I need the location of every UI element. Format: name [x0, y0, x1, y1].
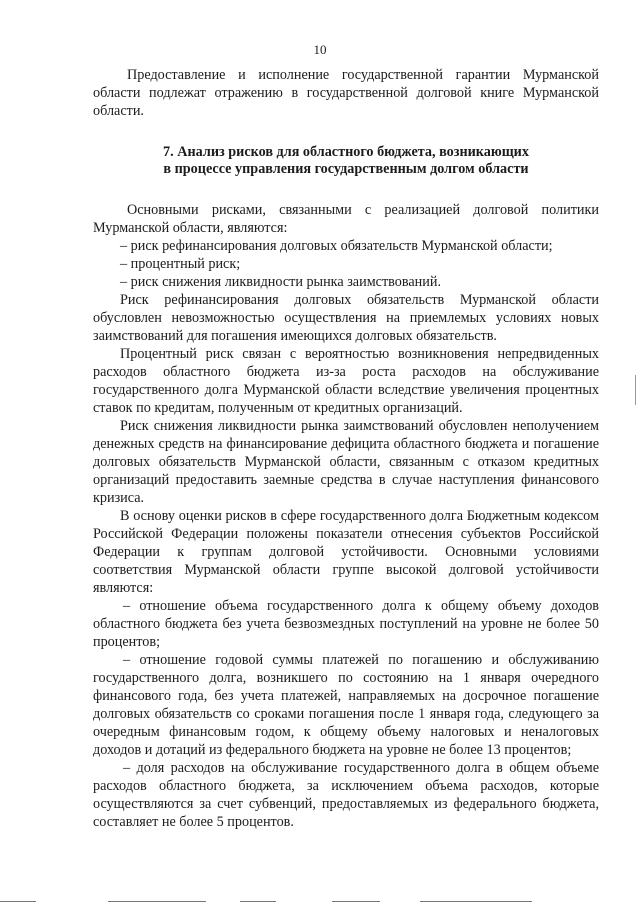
interest-risk-paragraph: Процентный риск связан с вероятностью возникновения непредвиденных расходов областного бюджета из-за роста расходов на обслуживание государственного долга Мурманской области вследствие увеличения процентных ставок по кредитам, полученным от кредитных организаций. — [93, 346, 599, 416]
main-risks-paragraph: Основными рисками, связанными с реализацией долговой политики Мурманской области, являются: — [93, 202, 599, 236]
condition-debt-service-share: – доля расходов на обслуживание государственного долга в общем объеме расходов областного бюджета, за исключением объема расходов, которые осуществляются за счет субвенций, предоставляемых из федерального бюджета, составляет не более 5 процентов. — [93, 760, 599, 830]
condition-debt-payments: – отношение годовой суммы платежей по погашению и обслуживанию государственного долга, возникшего по состоянию на 1 января очередного финансового года, без учета платежей, направляемых на досрочное погашение долговых обязательств со сроками погашения после 1 января года, следующего за очередным финансовым годом, к общему объему налоговых и неналоговых доходов и дотаций из федерального бюджета на уровне не более 13 процентов; — [93, 652, 599, 758]
intro-paragraph: Предоставление и исполнение государственной гарантии Мурманской области подлежат отражению в государственной долговой книге Мурманской области. — [93, 67, 599, 119]
risk-item-liquidity: – риск снижения ликвидности рынка заимствований. — [120, 274, 442, 290]
refinancing-risk-paragraph: Риск рефинансирования долговых обязательств Мурманской области обусловлен невозможностью осуществления на приемлемых условиях новых заимствований для погашения имеющихся долговых обязательств. — [93, 292, 599, 344]
page-number: 10 — [313, 42, 327, 57]
footer-rule — [0, 901, 36, 902]
footer-rule — [420, 901, 532, 902]
footer-rule — [332, 901, 380, 902]
section-heading-line-1: 7. Анализ рисков для областного бюджета, возникающих — [163, 144, 529, 160]
footer-rule — [240, 901, 276, 902]
footer-rule — [108, 901, 206, 902]
liquidity-risk-paragraph: Риск снижения ликвидности рынка заимствований обусловлен неполучением денежных средств на финансирование дефицита областного бюджета и погашение долговых обязательств Мурманской области, связанным с отказом кредитных организаций предоставить заемные средства в случае наступления финансового кризиса. — [93, 418, 599, 506]
condition-debt-to-revenue: – отношение объема государственного долга к общему объему доходов областного бюджета без учета безвозмездных поступлений на уровне не более 50 процентов; — [93, 598, 599, 650]
section-heading — [93, 144, 599, 178]
document-body — [93, 62, 599, 831]
risk-assessment-paragraph: В основу оценки рисков в сфере государственного долга Бюджетным кодексом Российской Федерации положены показатели отнесения субъектов Российской Федерации к группам долговой устойчивости. Основными условиями соответствия Мурманской области группе высокой долговой устойчивости являются: — [93, 508, 599, 596]
risk-item-interest: – процентный риск; — [120, 256, 241, 272]
section-heading-line-2: в процессе управления государственным долгом области — [163, 161, 529, 177]
scan-margin-mark — [635, 375, 636, 405]
risk-item-refinancing: – риск рефинансирования долговых обязательств Мурманской области; — [120, 238, 553, 254]
